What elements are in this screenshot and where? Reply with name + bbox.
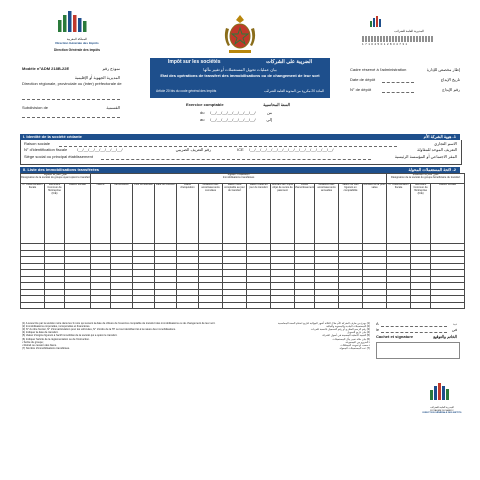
note-right: (4) بيان تاريخ التحويل	[347, 331, 370, 335]
col-header-duree: Durée d'amortissement	[295, 184, 315, 244]
note-right: (7) عدد المستعملات المحولة	[339, 346, 370, 350]
footer-logo	[420, 380, 464, 420]
article-fr: Article 20 bis du code général des impôts	[156, 89, 217, 93]
raison-label-fr: Raison sociale	[24, 141, 51, 146]
note-left: (6) Indiquer l'article de la réglementation ou de l'instruction.	[22, 337, 90, 341]
group-mid-ar: المستعملات المحولة	[227, 173, 250, 176]
note-left: • Retrait ou cession des biens.	[22, 343, 57, 347]
num-depot-field[interactable]	[382, 90, 414, 93]
group-right-fr: Désignation de la société du groupe bénéficiaire du transfert	[391, 175, 461, 179]
col-header-ice-left: Identifiant Commun de l'Entreprise (ICE)	[45, 184, 65, 244]
table-cell[interactable]	[133, 302, 155, 309]
exercise-ar: السنة المحاسبية	[263, 102, 290, 107]
left-org-fr: Direction Générale des Impôts	[55, 41, 99, 45]
table-body	[21, 244, 465, 309]
sig-label-fr: Cachet et signature	[376, 334, 414, 339]
table-cell[interactable]	[91, 302, 111, 309]
table-cell[interactable]	[387, 302, 411, 309]
col-header-valeur-bien: Valeur du bien figurant en comptabilité	[339, 184, 363, 244]
article-ar: المادة 20 مكررة من المدونة العامة للضرائب	[264, 89, 324, 93]
sig-le-fr: le	[376, 327, 380, 332]
admin-frame-ar: إطار مخصص للإدارة	[426, 67, 460, 72]
du-ar: من	[266, 110, 272, 115]
note-left: (3) N° du titre foncier, N° d'immatriculation pour les véhicules, N° d'ordre de la TP ou tout identifiant lié à la nature des immobilisations.	[22, 328, 176, 332]
group-right-ar: تعيين الشركة المستفيدة	[412, 173, 439, 176]
sig-a-ar: ب	[453, 321, 457, 326]
group-mid-fr: Immobilisations transférées	[222, 175, 255, 179]
group-mid-header	[91, 174, 387, 184]
table-cell[interactable]	[411, 302, 431, 309]
royal-emblem-icon	[217, 12, 263, 56]
section1-title-ar: 1- هوية الشركة الأم	[423, 133, 456, 139]
footer-logo-fr: DIRECTION GÉNÉRALE DES IMPÔTS	[422, 412, 462, 415]
note-left: (4) Indiquer la date de transfert.	[22, 331, 59, 335]
note-right: (3) رقم الرسم العقاري أو رقم التسجيل بالنسبة للعربات	[310, 328, 370, 332]
table-cell[interactable]	[295, 302, 315, 309]
if-field[interactable]: /__/__/__/__/__/__/__/__/	[77, 147, 123, 152]
col-header-dotations-cumulees: Dotations aux amortissements cumulées	[199, 184, 223, 244]
note-right: (1) يودع من طرف الشركة الأم خلال الثلاثة أشهر الموالية لتاريخ اختتام السنة المحاسبية	[277, 322, 370, 325]
au-fr: au	[200, 117, 205, 122]
table-cell[interactable]	[155, 302, 177, 309]
direction-field[interactable]	[22, 96, 120, 100]
signature-block	[376, 322, 460, 358]
table-row	[21, 302, 465, 309]
signature-box[interactable]	[376, 342, 460, 359]
barcode-digits: 1 7 1 0 4 5 0 1 2 8 3 4 7 3 1	[362, 42, 408, 46]
table-cell[interactable]	[111, 302, 133, 309]
date-depot-fr: Date de dépôt	[350, 77, 376, 82]
num-depot-ar: رقم الإيداع	[442, 87, 460, 92]
table-cell[interactable]	[177, 302, 199, 309]
note-right: (6) بيان حالة تغيير مآل المستعملات	[332, 337, 370, 341]
table-cell[interactable]	[223, 302, 247, 309]
col-header-identification: Identification	[111, 184, 133, 244]
left-logo-block	[42, 6, 112, 54]
form-model-ar: نموذج رقم	[102, 66, 120, 71]
note-left: • Sortie du groupe;	[22, 340, 44, 344]
col-header-if-right: N° d'identification fiscale	[387, 184, 411, 244]
table-cell[interactable]	[363, 302, 387, 309]
immobilisations-table	[20, 173, 465, 309]
title-fr: Impôt sur les sociétés	[168, 59, 221, 65]
subtitle-ar: بيان عمليات تحويل المستعملات أو تغيير مآلها	[203, 67, 277, 72]
table-cell[interactable]	[339, 302, 363, 309]
col-header-valeur-reelle: Valeur réelle au jour du transfert	[247, 184, 271, 244]
note-left: (5) Valeur d'origine figurant à l'actif immobilisé de la société qui a opéré le transfert.	[22, 334, 118, 338]
col-header-valeur-acquisition: Valeur d'acquisition	[177, 184, 199, 244]
section2-title-ar: 2- لائحة المستعملات المحولة	[408, 166, 456, 172]
col-header-montant-impot: Montant de l'impôt objet de sursis de paiement	[271, 184, 295, 244]
siege-field[interactable]	[101, 158, 371, 160]
admin-frame-fr: Cadre réservé à l'administration	[350, 67, 407, 72]
subdivision-field[interactable]	[22, 114, 120, 118]
au-date-field[interactable]: /__/__/__/__/__/__/__/__/	[210, 117, 256, 122]
du-date-field[interactable]: /__/__/__/__/__/__/__/__/	[210, 110, 256, 115]
siege-label-fr: Siège social ou principal établissement	[24, 154, 93, 159]
group-right-header	[387, 174, 465, 184]
ice-field[interactable]: /__/__/__/__/__/__/__/__/__/__/__/__/__/__/__/	[249, 147, 334, 152]
table-cell[interactable]	[21, 302, 45, 309]
section2-title-fr: II. Liste des immobilisations transférées	[23, 166, 100, 172]
direction-ar: المديرية الجهوية أو الإقليمية	[74, 75, 120, 80]
dgi-footer-logo-icon	[420, 380, 464, 402]
subdivision-fr: Subdivision de	[22, 105, 49, 110]
direction-fr: Direction régionale, provinciale ou (inter) préfectorale de	[22, 81, 122, 86]
table-cell[interactable]	[315, 302, 339, 309]
left-org-ar: المملكة المغربية	[66, 37, 88, 41]
date-depot-field[interactable]	[382, 80, 414, 83]
col-header-raison-left: Raison sociale	[65, 184, 91, 244]
dgi-right-logo-icon	[368, 14, 398, 28]
if-label-ar: رقم التعريف الضريبي	[175, 147, 211, 152]
if-label-fr: N° d'identification fiscale	[24, 147, 68, 152]
exercise-fr: Exercice comptable	[186, 102, 224, 107]
ice-label: ICE	[237, 147, 244, 152]
table-cell[interactable]	[45, 302, 65, 309]
note-right: • سحب أو تفويت الممتلكات	[340, 343, 370, 347]
section1-body	[20, 140, 462, 165]
form-model-fr: Modèle n°ADM 218B-22E	[22, 66, 70, 71]
group-left-header	[21, 174, 91, 184]
col-header-date-transfert: Date du transfert	[155, 184, 177, 244]
right-org-ar: المديرية العامة للضرائب	[394, 29, 424, 33]
col-header-plus-value: Montant de la plus-value	[363, 184, 387, 244]
table-cell[interactable]	[65, 302, 91, 309]
note-right: (5) القيمة الأصلية المضمنة في أصول الشركة	[322, 334, 370, 338]
left-dept: Direction Générale des impôts	[53, 48, 101, 52]
col-header-if-left: N° d'identification fiscale	[21, 184, 45, 244]
siege-label-ar: المقر الاجتماعي أو المؤسسة الرئيسية	[394, 154, 457, 159]
num-depot-fr: N° de dépôt	[350, 87, 372, 92]
note-right: • الخروج من المجموعة	[345, 340, 370, 344]
col-header-nature: Nature	[91, 184, 111, 244]
note-left: (2) Immobilisations corporelles, incorporelles et financières.	[22, 325, 91, 329]
subtitle-fr: Etat des opérations de transfert des immobilisations ou de changement de leur sort	[160, 73, 320, 78]
col-header-lieu: Lieu ou adresse	[133, 184, 155, 244]
table-cell[interactable]	[271, 302, 295, 309]
sig-date-field[interactable]	[381, 331, 447, 333]
col-header-vnc: Valeur nette comptable au jour du transfert	[223, 184, 247, 244]
table-cell[interactable]	[431, 302, 465, 309]
au-ar: إلى	[266, 117, 272, 122]
subdivision-ar: القسمية	[106, 105, 120, 110]
sig-a-fr: A	[376, 321, 379, 326]
title-banner	[150, 58, 330, 98]
table-cell[interactable]	[247, 302, 271, 309]
table-cell[interactable]	[199, 302, 223, 309]
date-depot-ar: تاريخ الإيداع	[440, 77, 460, 82]
sig-place-field[interactable]	[381, 325, 447, 327]
col-header-dotations-annuelles: Dotations aux amortissements annuelles	[315, 184, 339, 244]
footer-logo-ar: المديرية العامة للضرائب	[430, 406, 454, 409]
sig-label-ar: الخاتم والتوقيع	[433, 334, 457, 339]
title-ar: الضريبة على الشركات	[266, 59, 312, 65]
section1-title-fr: I. Identité de la société cédante	[23, 133, 82, 139]
du-fr: du	[200, 110, 205, 115]
note-left: (1) A souscrire par la société mère dans les 3 mois qui suivent la date de clôture de l'exercice comptable de transfert des immobilisations ou de changement de leur sort.	[22, 322, 216, 325]
group-left-fr: Désignation de la société du groupe ayant opéré le transfert	[21, 175, 90, 179]
raison-label-ar: الاسم التجاري	[434, 141, 457, 146]
footer-logo-fr2: ROYAUME DU MAROC	[430, 409, 454, 412]
notes-right	[240, 322, 370, 350]
group-left-ar: تعيين الشركة المحولة	[43, 173, 68, 176]
sig-le-ar: في	[451, 327, 457, 332]
note-right: (2) المستعملات المادية والمعنوية والمالية	[326, 325, 370, 329]
dgi-logo-icon	[42, 6, 112, 36]
ice-label-ar: التعريف الموحد للمقاولة	[417, 147, 457, 152]
col-header-ice-right: Identifiant Commun de l'Entreprise (ICE)	[411, 184, 431, 244]
col-header-raison-right: Raison sociale	[431, 184, 465, 244]
notes-left	[22, 322, 234, 350]
note-left: (7) Nombre d'immobilisations transférées.	[22, 346, 70, 350]
